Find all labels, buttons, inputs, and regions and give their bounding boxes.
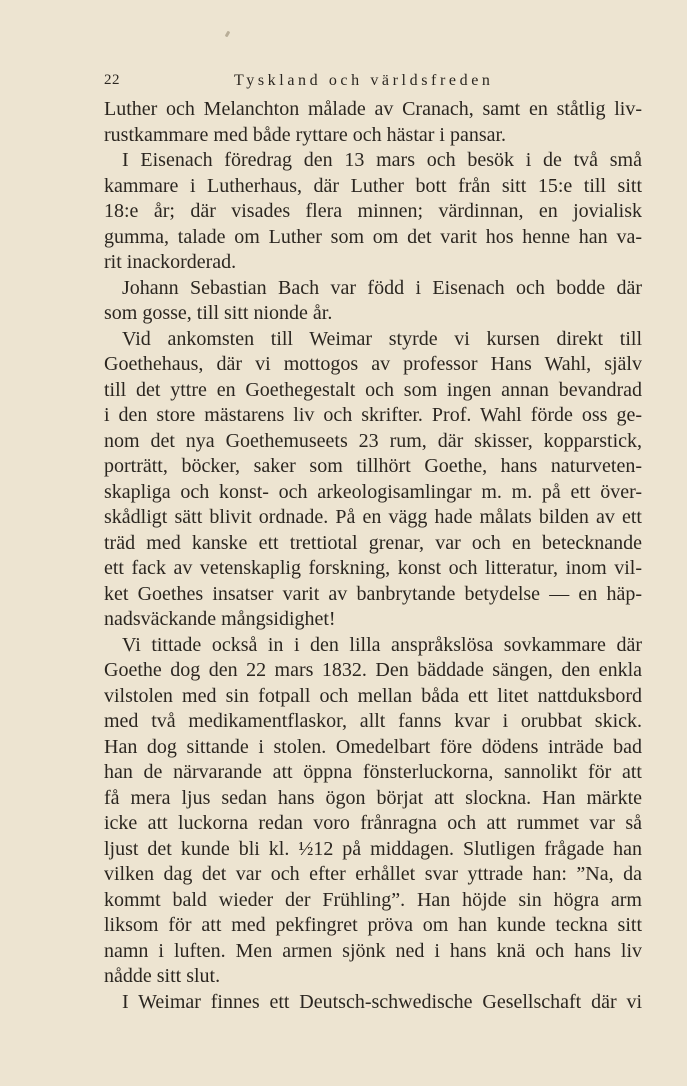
- text-line: rustkammare med både ryttare och hästar i pansar.: [104, 123, 507, 146]
- text-line: skådligt sätt blivit ordnade. På en vägg hade målats bilden av ett: [104, 506, 642, 528]
- text-line: Vid ankomsten till Weimar styrde vi kursen direkt till: [122, 327, 642, 350]
- text-line: nadsväckande mångsidighet!: [104, 608, 336, 630]
- text-line: ket Goethes insatser varit av banbrytande betydelse — en häp-: [104, 582, 642, 605]
- running-title: Tyskland och världsfreden: [234, 72, 494, 89]
- text-line: med två medikamentflaskor, allt fanns kvar i orubbat skick.: [104, 710, 642, 732]
- text-line: han de närvarande att öppna fönsterluckorna, sannolikt för att: [104, 761, 642, 783]
- text-line: träd med kanske ett trettiotal grenar, var och en betecknande: [104, 531, 642, 554]
- page-number: 22: [104, 72, 120, 88]
- text-line: icke att luckorna redan voro frånragna och att rummet var så: [104, 812, 642, 834]
- text-line: kommt bald wieder der Frühling”. Han höjde sin högra arm: [104, 888, 642, 911]
- text-line: rit inackorderad.: [104, 251, 237, 273]
- text-line: 18:e år; där visades flera minnen; värdinnan, en jovialisk: [104, 200, 642, 222]
- text-line: ljust det kunde bli kl. ½12 på middagen. Slutligen frågade han: [104, 837, 642, 860]
- text-line: I Weimar finnes ett Deutsch-schwedische Gesellschaft där vi: [122, 990, 642, 1013]
- body-text: [104, 97, 642, 1015]
- paper-speck: [225, 31, 231, 38]
- text-line: Goethehaus, där vi mottogos av professor Hans Wahl, själv: [104, 353, 642, 375]
- text-line: till det yttre en Goethegestalt och som ingen annan bevandrad: [104, 378, 642, 401]
- text-line: Han dog sittande i stolen. Omedelbart före dödens inträde bad: [104, 735, 642, 758]
- text-line: Vi tittade också in i den lilla anspråkslösa sovkammare där: [122, 633, 642, 656]
- text-line: gumma, talade om Luther som om det varit hos henne han va-: [104, 225, 642, 248]
- text-line: I Eisenach föredrag den 13 mars och besök i de två små: [122, 149, 642, 171]
- text-line: skapliga och konst- och arkeologisamlingar m. m. på ett över-: [104, 480, 642, 503]
- text-line: vilstolen med sin fotpall och mellan båda ett litet nattduksbord: [104, 684, 642, 707]
- text-line: nom det nya Goethemuseets 23 rum, där skisser, kopparstick,: [104, 429, 642, 452]
- text-line: Luther och Melanchton målade av Cranach, samt en ståtlig liv-: [104, 98, 642, 120]
- text-line: Goethe dog den 22 mars 1832. Den bäddade sängen, den enkla: [104, 659, 642, 681]
- text-line: som gosse, till sitt nionde år.: [104, 302, 333, 324]
- text-line: Johann Sebastian Bach var född i Eisenach och bodde där: [122, 276, 642, 299]
- text-line: liksom för att med pekfingret pröva om han kunde teckna sitt: [104, 914, 642, 936]
- page-header: [104, 72, 642, 96]
- text-line: namn i luften. Men armen sjönk ned i hans knä och hans liv: [104, 939, 642, 962]
- text-line: vilken dag det var och efter erhållet svar yttrade han: ”Na, da: [104, 863, 642, 885]
- text-line: i den store mästarens liv och skrifter. Prof. Wahl förde oss ge-: [104, 404, 642, 426]
- text-line: få mera ljus sedan hans ögon börjat att slockna. Han märkte: [104, 786, 642, 809]
- text-line: kammare i Lutherhaus, där Luther bott från sitt 15:e till sitt: [104, 174, 642, 197]
- text-line: ett fack av vetenskaplig forskning, konst och litteratur, inom vil-: [104, 557, 642, 579]
- text-line: porträtt, böcker, saker som tillhört Goethe, hans naturveten-: [104, 455, 642, 477]
- text-line: nådde sitt slut.: [104, 965, 221, 987]
